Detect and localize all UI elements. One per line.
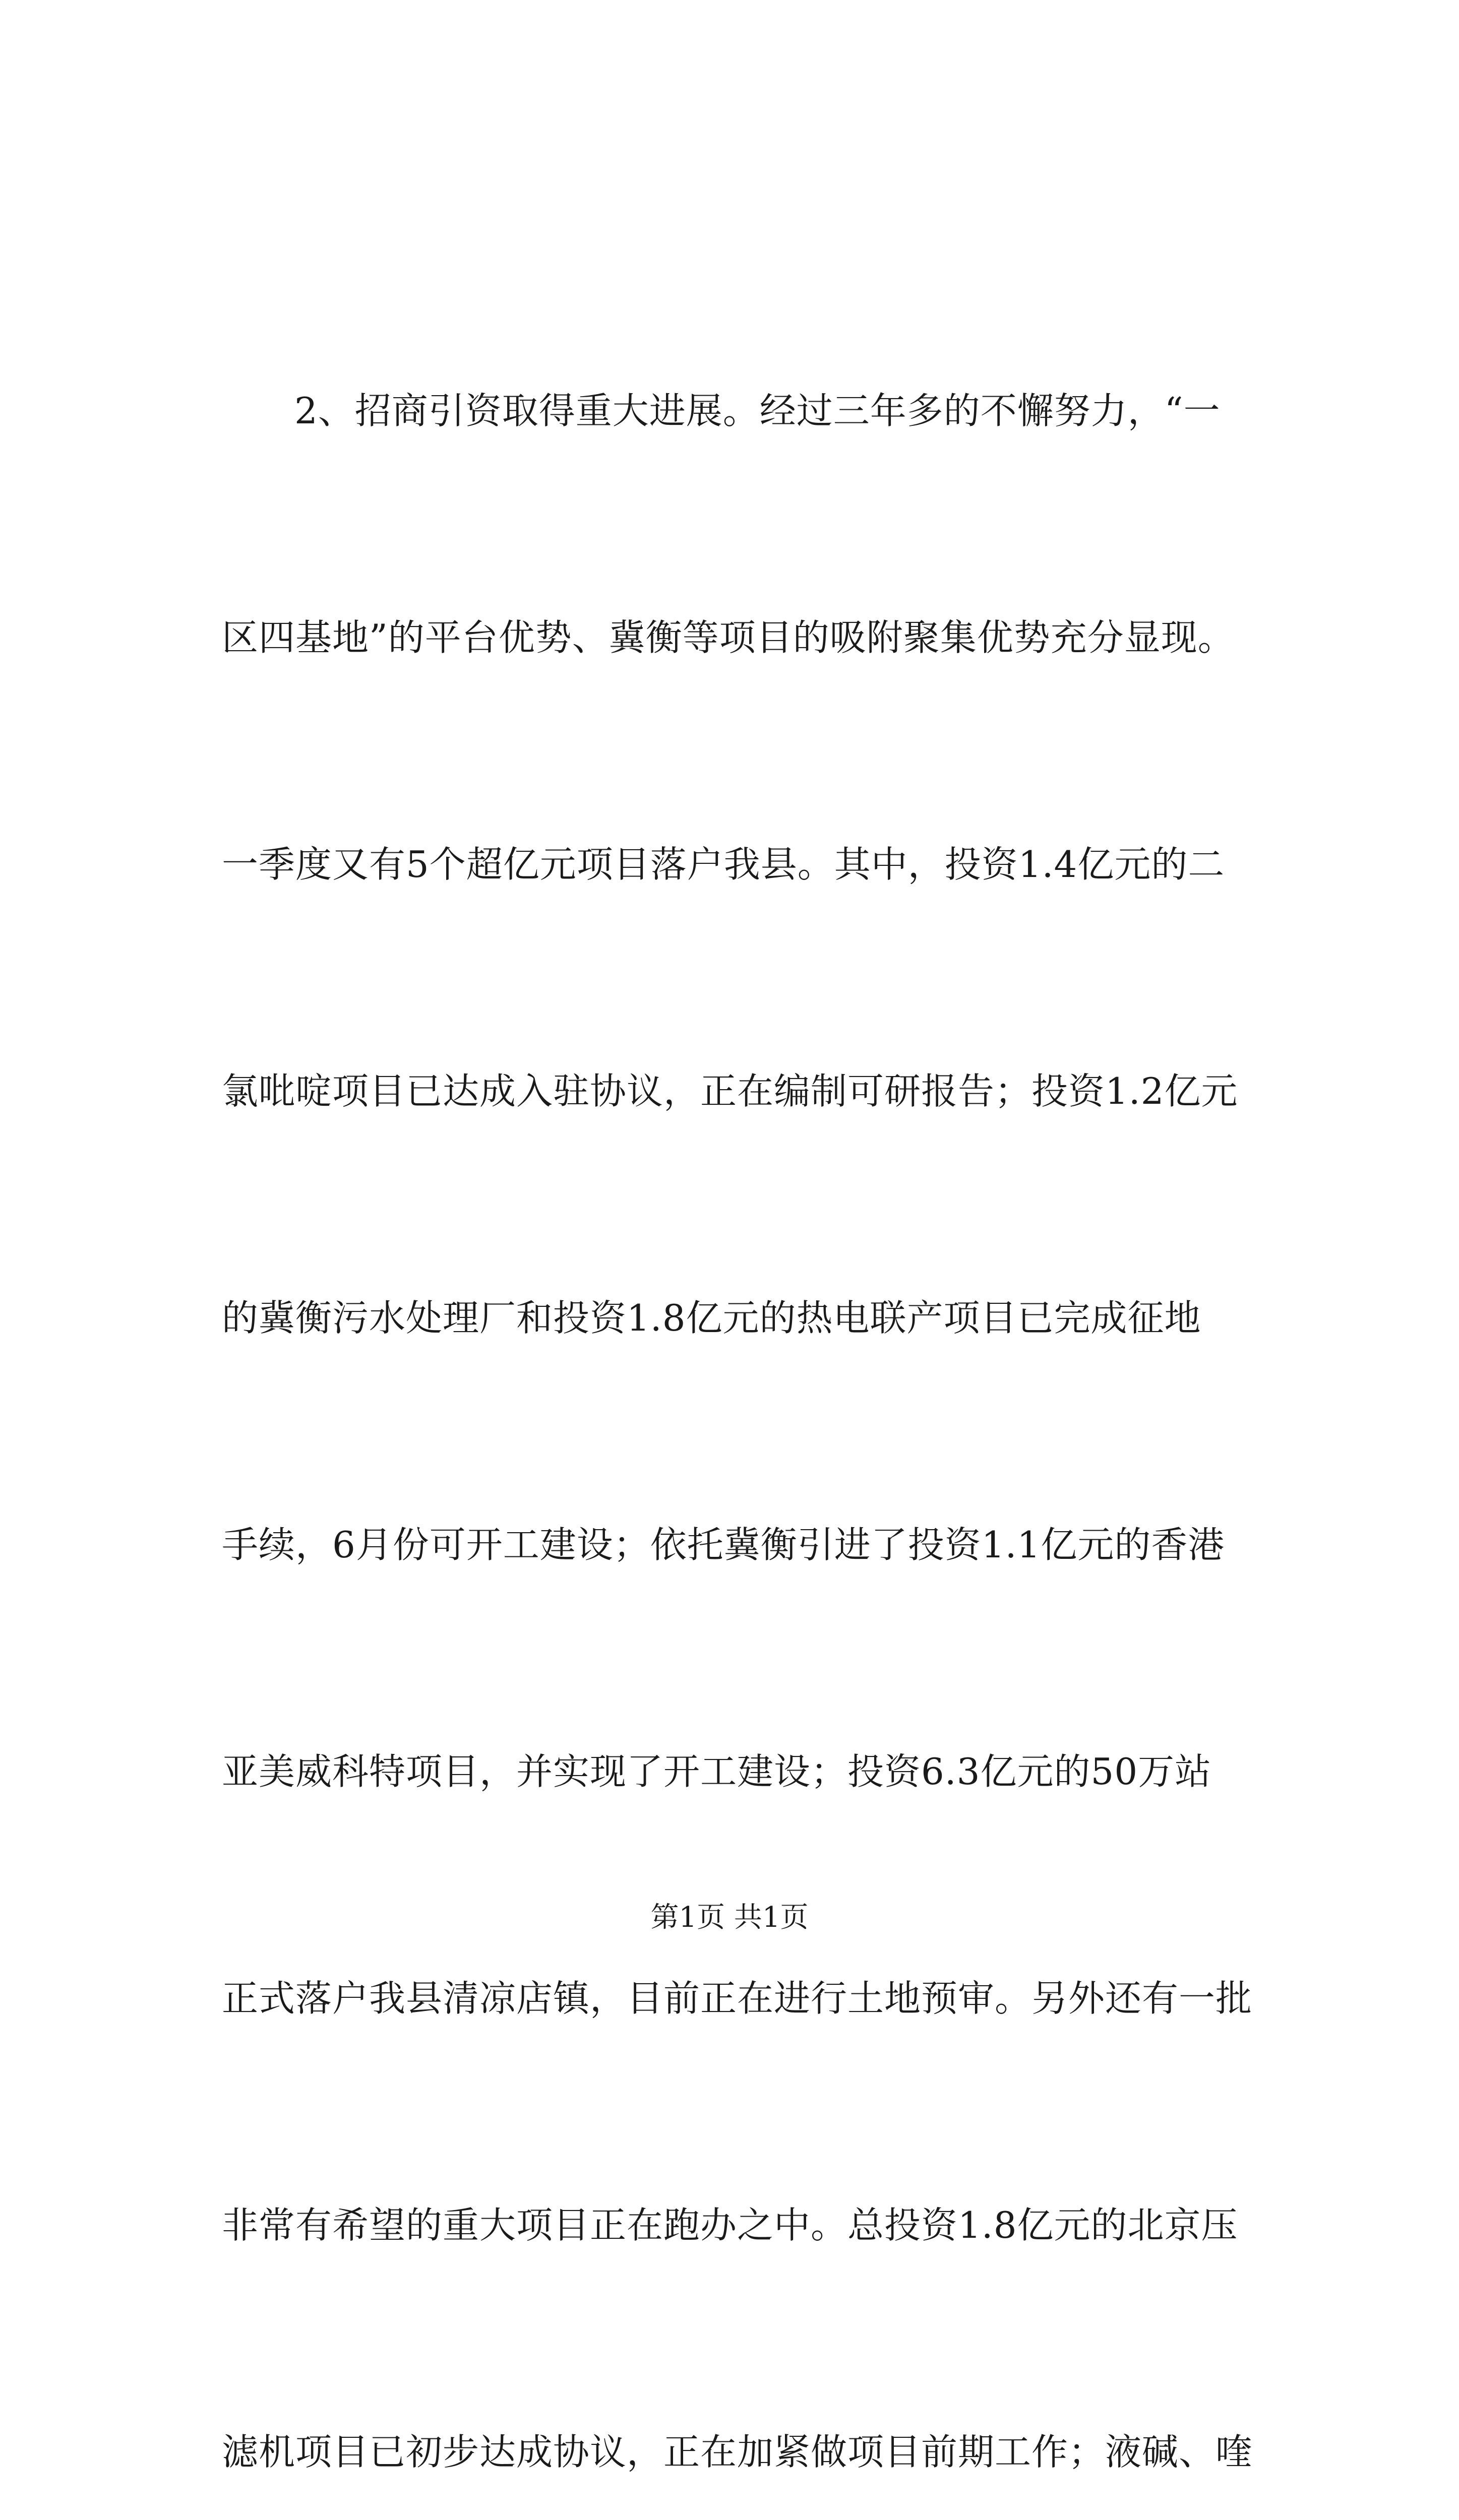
text-line: 手续，6月份可开工建设；依托冀衡引进了投资1.1亿元的香港 (222, 1524, 1225, 1566)
text-line: 非常有希望的重大项目正在跑办之中。总投资1.8亿元的北京压 (222, 2204, 1238, 2246)
page-footer: 第1页 共1页 (650, 1901, 809, 1934)
text-line: 区四基地”的平台优势、冀衡等项目的吸附聚集优势充分显现。 (222, 616, 1235, 659)
text-line: 2、招商引资取得重大进展。经过三年多的不懈努力，“一 (294, 390, 1221, 432)
text-line: 亚美威科特项目，并实现了开工建设；投资6.3亿元的50万站 (222, 1750, 1212, 1793)
paragraph-investment (222, 222, 1281, 2520)
text-line: 滤机项目已初步达成协议，正在加紧做项目前期工作；液碱、喹 (222, 2431, 1253, 2473)
text-line: 一季度又有5个超亿元项目落户我县。其中，投资1.4亿元的二 (222, 843, 1225, 886)
document-body (222, 222, 1281, 2520)
text-line: 正式落户我县清凉店镇，目前正在进行土地预审。另外还有一批 (222, 1977, 1253, 2020)
text-line: 的冀衡污水处理厂和投资1.8亿元的热电联产项目已完成征地 (222, 1297, 1201, 1339)
text-line: 氯吡啶项目已达成入驻协议，正在编制可研报告；投资1.2亿元 (222, 1070, 1238, 1112)
